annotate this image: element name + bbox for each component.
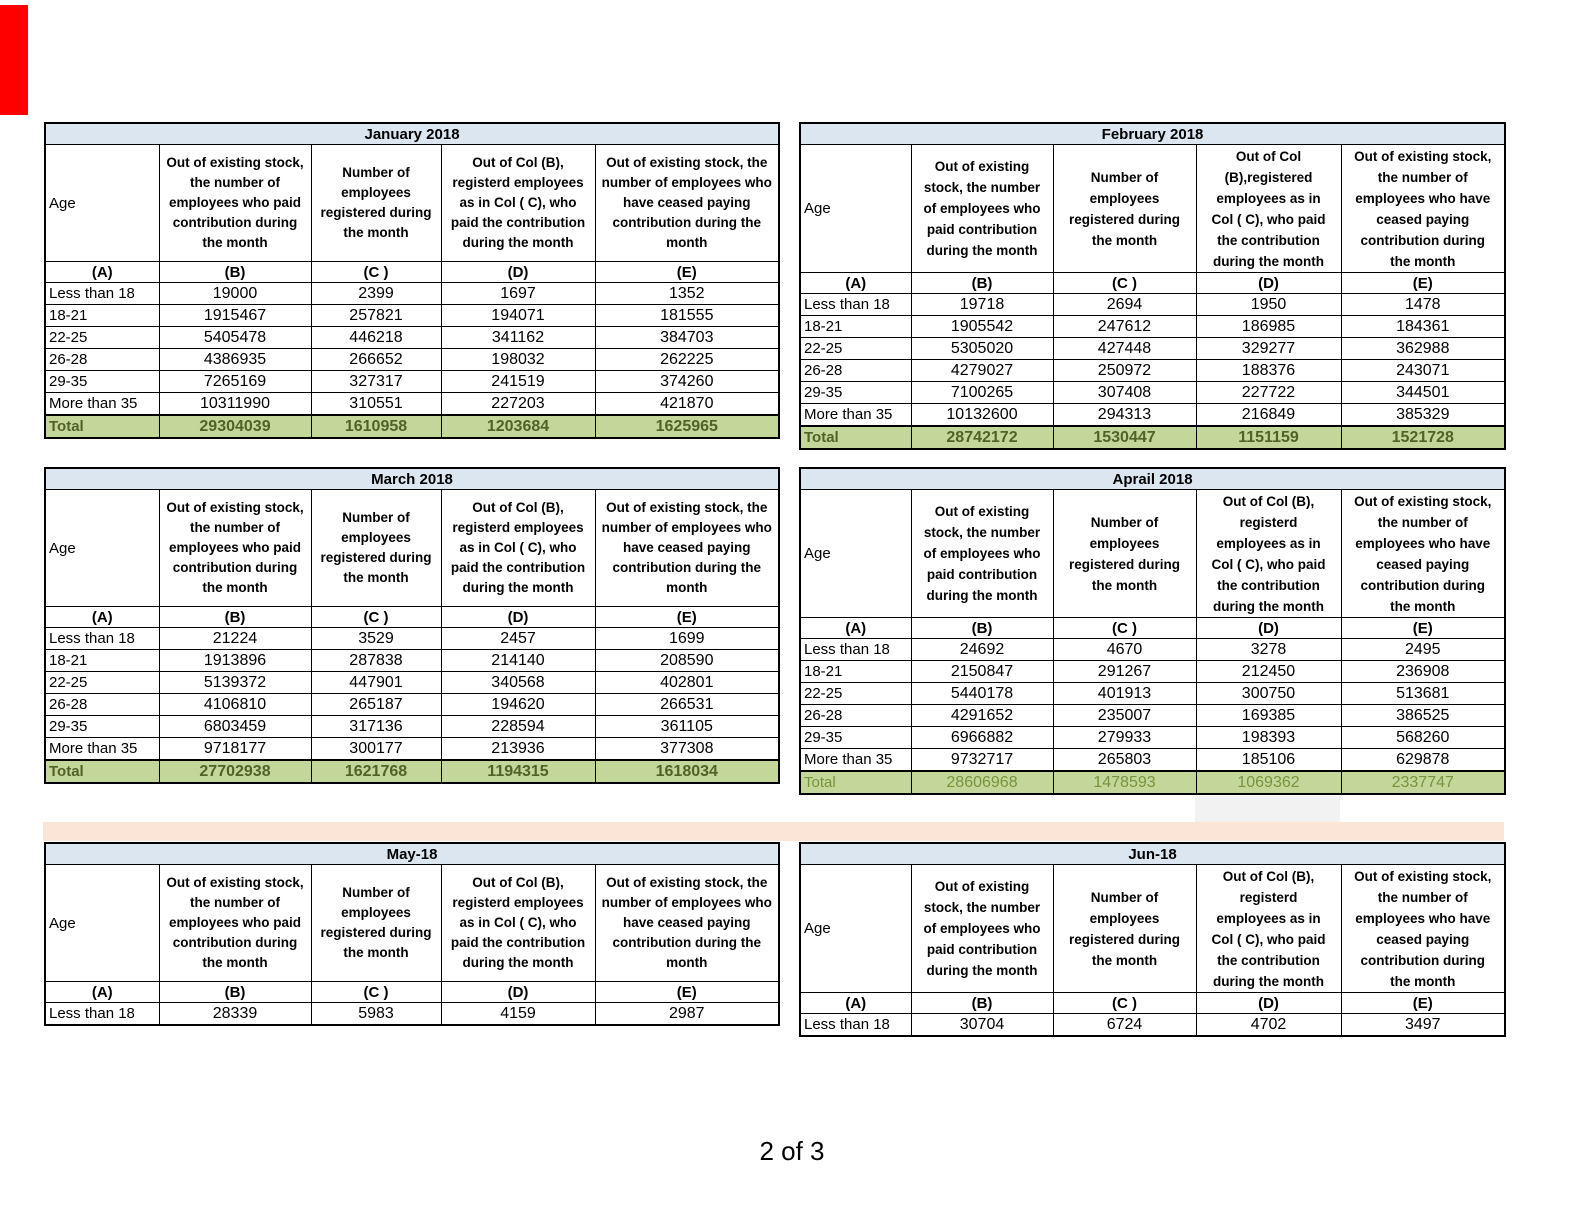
value-cell: 4386935 [159, 349, 311, 371]
age-label: 29-35 [800, 382, 911, 404]
value-cell: 4702 [1196, 1014, 1341, 1037]
col-letter-3: (D) [441, 607, 595, 628]
column-header-d: Out of Col (B), registerd employees as in Col ( C), who paid the contribution during the month [1196, 490, 1341, 618]
value-cell: 236908 [1341, 661, 1505, 683]
age-label: More than 35 [800, 749, 911, 772]
value-cell: 402801 [595, 672, 779, 694]
value-cell: 3278 [1196, 639, 1341, 661]
col-letter-2: (C ) [1053, 273, 1196, 294]
value-cell: 4106810 [159, 694, 311, 716]
age-label: Less than 18 [45, 628, 159, 650]
value-cell: 241519 [441, 371, 595, 393]
age-label: Less than 18 [800, 639, 911, 661]
col-letter-0: (A) [800, 618, 911, 639]
column-header-d: Out of Col (B),registered employees as in Col ( C), who paid the contribution during the month [1196, 145, 1341, 273]
total-label: Total [800, 771, 911, 794]
value-cell: 377308 [595, 738, 779, 761]
table-title-row [800, 123, 1505, 145]
value-cell: 198032 [441, 349, 595, 371]
column-header-c: Number of employees registered during the month [311, 145, 441, 262]
table-title-row [45, 123, 779, 145]
value-cell: 1915467 [159, 305, 311, 327]
value-cell: 265187 [311, 694, 441, 716]
value-cell: 362988 [1341, 338, 1505, 360]
col-letter-1: (B) [911, 273, 1053, 294]
value-cell: 401913 [1053, 683, 1196, 705]
data-row [45, 305, 779, 327]
total-value-cell: 1203684 [441, 415, 595, 438]
value-cell: 374260 [595, 371, 779, 393]
value-cell: 7265169 [159, 371, 311, 393]
col-letter-4: (E) [1341, 273, 1505, 294]
col-letter-3: (D) [1196, 993, 1341, 1014]
table-title-row [800, 468, 1505, 490]
column-header-e: Out of existing stock, the number of employees who have ceased paying contribution during the month [1341, 865, 1505, 993]
value-cell: 194620 [441, 694, 595, 716]
value-cell: 5405478 [159, 327, 311, 349]
month-table-april-2018 [799, 467, 1506, 795]
value-cell: 214140 [441, 650, 595, 672]
value-cell: 513681 [1341, 683, 1505, 705]
age-label: 18-21 [800, 316, 911, 338]
column-header-e: Out of existing stock, the number of employees who have ceased paying contribution during the month [1341, 145, 1505, 273]
value-cell: 10311990 [159, 393, 311, 416]
value-cell: 421870 [595, 393, 779, 416]
value-cell: 24692 [911, 639, 1053, 661]
value-cell: 198393 [1196, 727, 1341, 749]
col-letter-1: (B) [911, 618, 1053, 639]
value-cell: 6803459 [159, 716, 311, 738]
value-cell: 329277 [1196, 338, 1341, 360]
value-cell: 294313 [1053, 404, 1196, 427]
table-title: January 2018 [45, 123, 779, 145]
value-cell: 384703 [595, 327, 779, 349]
col-letter-2: (C ) [1053, 618, 1196, 639]
data-row [800, 338, 1505, 360]
column-header-d: Out of Col (B), registerd employees as in Col ( C), who paid the contribution during the month [441, 865, 595, 982]
column-headers-row [45, 145, 779, 262]
value-cell: 194071 [441, 305, 595, 327]
data-row [45, 283, 779, 305]
data-row [800, 360, 1505, 382]
data-row [800, 749, 1505, 772]
age-column-header: Age [45, 145, 159, 262]
age-label: 29-35 [45, 371, 159, 393]
table-title: Jun-18 [800, 843, 1505, 865]
value-cell: 300177 [311, 738, 441, 761]
col-letter-2: (C ) [311, 982, 441, 1003]
data-row [45, 349, 779, 371]
total-label: Total [45, 760, 159, 783]
data-row [800, 294, 1505, 316]
value-cell: 7100265 [911, 382, 1053, 404]
age-column-header: Age [45, 490, 159, 607]
value-cell: 216849 [1196, 404, 1341, 427]
value-cell: 30704 [911, 1014, 1053, 1037]
value-cell: 266531 [595, 694, 779, 716]
total-row [45, 760, 779, 783]
column-header-b: Out of existing stock, the number of employees who paid contribution during the month [159, 865, 311, 982]
data-row [800, 404, 1505, 427]
age-label: 18-21 [45, 650, 159, 672]
age-column-header: Age [800, 145, 911, 273]
total-value-cell: 2337747 [1341, 771, 1505, 794]
data-row [45, 716, 779, 738]
month-table-may-18 [44, 842, 780, 1026]
value-cell: 427448 [1053, 338, 1196, 360]
value-cell: 169385 [1196, 705, 1341, 727]
data-row [45, 650, 779, 672]
month-table-february-2018 [799, 122, 1506, 450]
col-letter-2: (C ) [311, 262, 441, 283]
value-cell: 257821 [311, 305, 441, 327]
peach-band [43, 822, 1504, 841]
value-cell: 212450 [1196, 661, 1341, 683]
table-title-row [45, 468, 779, 490]
age-label: 26-28 [800, 360, 911, 382]
value-cell: 4279027 [911, 360, 1053, 382]
value-cell: 279933 [1053, 727, 1196, 749]
value-cell: 28339 [159, 1003, 311, 1026]
value-cell: 310551 [311, 393, 441, 416]
total-value-cell: 1530447 [1053, 426, 1196, 449]
age-label: Less than 18 [800, 294, 911, 316]
value-cell: 266652 [311, 349, 441, 371]
column-headers-row [800, 145, 1505, 273]
column-header-d: Out of Col (B), registerd employees as in Col ( C), who paid the contribution during the month [441, 145, 595, 262]
total-value-cell: 1621768 [311, 760, 441, 783]
value-cell: 3529 [311, 628, 441, 650]
value-cell: 185106 [1196, 749, 1341, 772]
col-letter-4: (E) [1341, 618, 1505, 639]
column-header-b: Out of existing stock, the number of employees who paid contribution during the month [159, 145, 311, 262]
month-table-march-2018 [44, 467, 780, 784]
col-letter-1: (B) [911, 993, 1053, 1014]
value-cell: 235007 [1053, 705, 1196, 727]
value-cell: 2399 [311, 283, 441, 305]
column-header-b: Out of existing stock, the number of employees who paid contribution during the month [911, 865, 1053, 993]
age-label: 29-35 [800, 727, 911, 749]
value-cell: 307408 [1053, 382, 1196, 404]
col-letter-3: (D) [1196, 273, 1341, 294]
value-cell: 6966882 [911, 727, 1053, 749]
data-row [800, 639, 1505, 661]
value-cell: 1699 [595, 628, 779, 650]
col-letter-2: (C ) [311, 607, 441, 628]
value-cell: 9732717 [911, 749, 1053, 772]
col-letter-4: (E) [595, 262, 779, 283]
age-label: 18-21 [45, 305, 159, 327]
value-cell: 341162 [441, 327, 595, 349]
age-label: 26-28 [800, 705, 911, 727]
column-letters-row [45, 607, 779, 628]
total-value-cell: 28742172 [911, 426, 1053, 449]
age-label: 26-28 [45, 694, 159, 716]
column-header-c: Number of employees registered during the month [1053, 145, 1196, 273]
column-header-d: Out of Col (B), registerd employees as in Col ( C), who paid the contribution during the month [1196, 865, 1341, 993]
col-letter-2: (C ) [1053, 993, 1196, 1014]
total-value-cell: 1194315 [441, 760, 595, 783]
value-cell: 2987 [595, 1003, 779, 1026]
column-header-d: Out of Col (B), registerd employees as in Col ( C), who paid the contribution during the month [441, 490, 595, 607]
value-cell: 327317 [311, 371, 441, 393]
value-cell: 5305020 [911, 338, 1053, 360]
value-cell: 1697 [441, 283, 595, 305]
data-row [800, 661, 1505, 683]
total-row [45, 415, 779, 438]
month-table-january-2018 [44, 122, 780, 439]
col-letter-1: (B) [159, 982, 311, 1003]
data-row [45, 327, 779, 349]
value-cell: 2495 [1341, 639, 1505, 661]
col-letter-0: (A) [800, 993, 911, 1014]
total-value-cell: 28606968 [911, 771, 1053, 794]
total-value-cell: 1618034 [595, 760, 779, 783]
column-letters-row [45, 262, 779, 283]
value-cell: 568260 [1341, 727, 1505, 749]
total-row [800, 771, 1505, 794]
table-title: March 2018 [45, 468, 779, 490]
column-letters-row [45, 982, 779, 1003]
value-cell: 247612 [1053, 316, 1196, 338]
value-cell: 19000 [159, 283, 311, 305]
value-cell: 184361 [1341, 316, 1505, 338]
value-cell: 5440178 [911, 683, 1053, 705]
value-cell: 2694 [1053, 294, 1196, 316]
col-letter-3: (D) [441, 262, 595, 283]
table-title: May-18 [45, 843, 779, 865]
col-letter-0: (A) [800, 273, 911, 294]
col-letter-0: (A) [45, 607, 159, 628]
total-label: Total [800, 426, 911, 449]
value-cell: 2150847 [911, 661, 1053, 683]
age-label: More than 35 [800, 404, 911, 427]
data-row [800, 683, 1505, 705]
total-value-cell: 1151159 [1196, 426, 1341, 449]
value-cell: 4159 [441, 1003, 595, 1026]
value-cell: 208590 [595, 650, 779, 672]
column-header-c: Number of employees registered during the month [311, 865, 441, 982]
column-header-c: Number of employees registered during the month [1053, 490, 1196, 618]
total-value-cell: 27702938 [159, 760, 311, 783]
col-letter-1: (B) [159, 262, 311, 283]
value-cell: 1905542 [911, 316, 1053, 338]
column-header-e: Out of existing stock, the number of employees who have ceased paying contribution during the month [595, 865, 779, 982]
age-label: 29-35 [45, 716, 159, 738]
value-cell: 213936 [441, 738, 595, 761]
value-cell: 10132600 [911, 404, 1053, 427]
value-cell: 385329 [1341, 404, 1505, 427]
column-headers-row [800, 865, 1505, 993]
value-cell: 19718 [911, 294, 1053, 316]
total-value-cell: 1521728 [1341, 426, 1505, 449]
table-title-row [45, 843, 779, 865]
column-header-c: Number of employees registered during the month [311, 490, 441, 607]
table-title: February 2018 [800, 123, 1505, 145]
value-cell: 340568 [441, 672, 595, 694]
value-cell: 446218 [311, 327, 441, 349]
total-label: Total [45, 415, 159, 438]
value-cell: 2457 [441, 628, 595, 650]
value-cell: 227203 [441, 393, 595, 416]
age-label: Less than 18 [45, 283, 159, 305]
column-header-b: Out of existing stock, the number of employees who paid contribution during the month [911, 145, 1053, 273]
value-cell: 287838 [311, 650, 441, 672]
column-header-e: Out of existing stock, the number of employees who have ceased paying contribution during the month [595, 490, 779, 607]
value-cell: 227722 [1196, 382, 1341, 404]
column-headers-row [45, 490, 779, 607]
data-row [800, 727, 1505, 749]
value-cell: 386525 [1341, 705, 1505, 727]
age-label: 22-25 [800, 338, 911, 360]
col-letter-4: (E) [595, 607, 779, 628]
age-column-header: Age [45, 865, 159, 982]
value-cell: 1478 [1341, 294, 1505, 316]
age-label: More than 35 [45, 738, 159, 761]
value-cell: 21224 [159, 628, 311, 650]
value-cell: 4291652 [911, 705, 1053, 727]
age-label: 22-25 [800, 683, 911, 705]
value-cell: 243071 [1341, 360, 1505, 382]
col-letter-3: (D) [441, 982, 595, 1003]
age-column-header: Age [800, 490, 911, 618]
age-label: Less than 18 [45, 1003, 159, 1026]
age-column-header: Age [800, 865, 911, 993]
total-value-cell: 29304039 [159, 415, 311, 438]
data-row [45, 672, 779, 694]
data-row [800, 382, 1505, 404]
table-title-row [800, 843, 1505, 865]
value-cell: 5983 [311, 1003, 441, 1026]
column-header-c: Number of employees registered during the month [1053, 865, 1196, 993]
month-table-jun-18 [799, 842, 1506, 1037]
data-row [45, 738, 779, 761]
value-cell: 1950 [1196, 294, 1341, 316]
age-label: 22-25 [45, 327, 159, 349]
col-letter-4: (E) [595, 982, 779, 1003]
column-header-b: Out of existing stock, the number of employees who paid contribution during the month [911, 490, 1053, 618]
data-row [800, 316, 1505, 338]
data-row [45, 694, 779, 716]
total-value-cell: 1069362 [1196, 771, 1341, 794]
value-cell: 629878 [1341, 749, 1505, 772]
value-cell: 6724 [1053, 1014, 1196, 1037]
value-cell: 9718177 [159, 738, 311, 761]
value-cell: 4670 [1053, 639, 1196, 661]
col-letter-0: (A) [45, 982, 159, 1003]
age-label: More than 35 [45, 393, 159, 416]
column-headers-row [800, 490, 1505, 618]
total-value-cell: 1478593 [1053, 771, 1196, 794]
value-cell: 300750 [1196, 683, 1341, 705]
value-cell: 361105 [595, 716, 779, 738]
value-cell: 317136 [311, 716, 441, 738]
age-label: 18-21 [800, 661, 911, 683]
column-letters-row [800, 273, 1505, 294]
data-row [800, 705, 1505, 727]
total-value-cell: 1610958 [311, 415, 441, 438]
col-letter-4: (E) [1341, 993, 1505, 1014]
column-header-e: Out of existing stock, the number of employees who have ceased paying contribution during the month [1341, 490, 1505, 618]
value-cell: 291267 [1053, 661, 1196, 683]
table-title: Aprail 2018 [800, 468, 1505, 490]
column-headers-row [45, 865, 779, 982]
value-cell: 265803 [1053, 749, 1196, 772]
gray-highlight-box [1195, 796, 1340, 822]
value-cell: 186985 [1196, 316, 1341, 338]
value-cell: 181555 [595, 305, 779, 327]
data-row [45, 393, 779, 416]
age-label: 22-25 [45, 672, 159, 694]
value-cell: 447901 [311, 672, 441, 694]
value-cell: 1352 [595, 283, 779, 305]
value-cell: 1913896 [159, 650, 311, 672]
data-row [45, 628, 779, 650]
col-letter-3: (D) [1196, 618, 1341, 639]
age-label: 26-28 [45, 349, 159, 371]
value-cell: 344501 [1341, 382, 1505, 404]
total-row [800, 426, 1505, 449]
value-cell: 3497 [1341, 1014, 1505, 1037]
total-value-cell: 1625965 [595, 415, 779, 438]
column-letters-row [800, 618, 1505, 639]
value-cell: 228594 [441, 716, 595, 738]
value-cell: 5139372 [159, 672, 311, 694]
value-cell: 250972 [1053, 360, 1196, 382]
age-label: Less than 18 [800, 1014, 911, 1037]
col-letter-1: (B) [159, 607, 311, 628]
col-letter-0: (A) [45, 262, 159, 283]
value-cell: 188376 [1196, 360, 1341, 382]
data-row [45, 371, 779, 393]
column-letters-row [800, 993, 1505, 1014]
column-header-b: Out of existing stock, the number of employees who paid contribution during the month [159, 490, 311, 607]
value-cell: 262225 [595, 349, 779, 371]
column-header-e: Out of existing stock, the number of employees who have ceased paying contribution during the month [595, 145, 779, 262]
page-number: 2 of 3 [759, 1136, 825, 1166]
data-row [800, 1014, 1505, 1037]
data-row [45, 1003, 779, 1026]
